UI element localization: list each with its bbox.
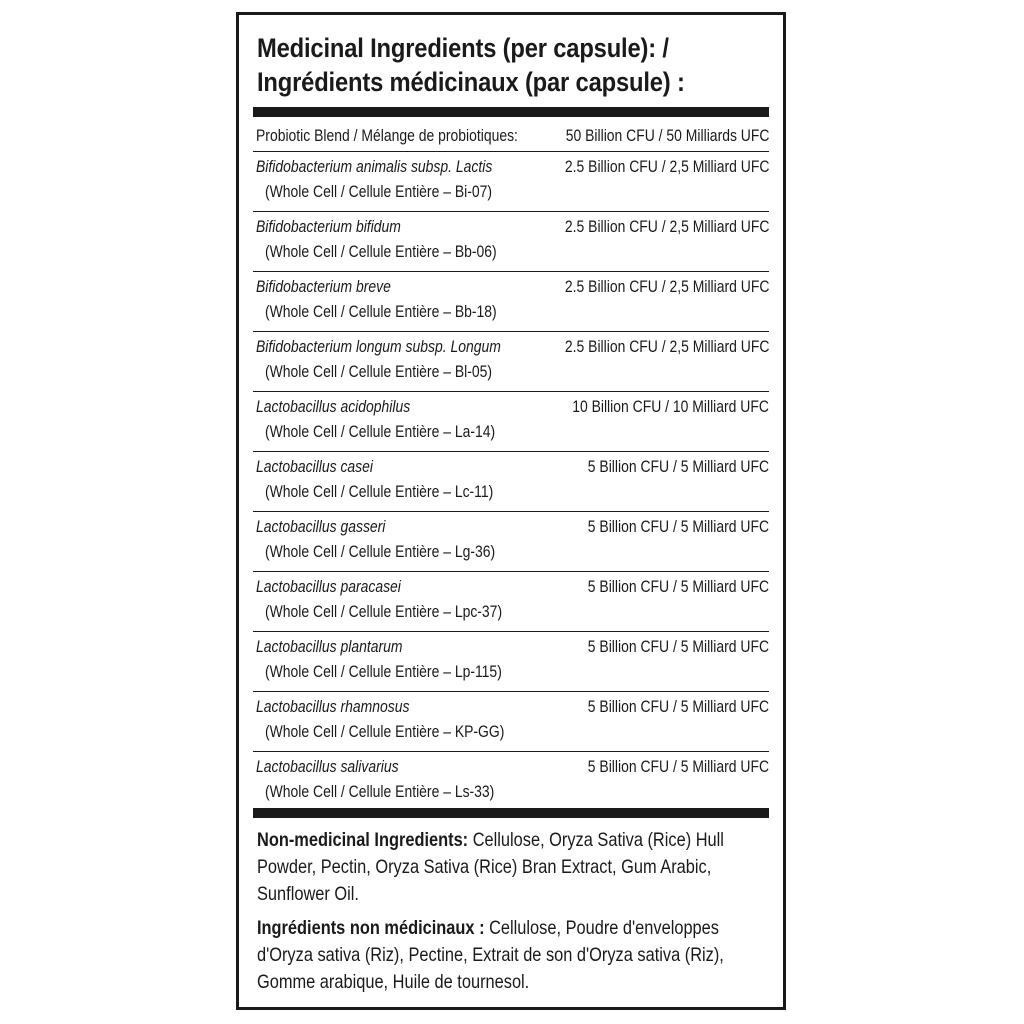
ingredient-row <box>253 512 769 572</box>
non-medicinal-en-label: Non-medicinal Ingredients: <box>257 829 469 851</box>
heading-line-fr: Ingrédients médicinaux (par capsule) : <box>257 67 685 97</box>
heading-line-en: Medicinal Ingredients (per capsule): / <box>257 33 669 63</box>
blend-label: Probiotic Blend / Mélange de probiotiques: <box>256 126 518 145</box>
bottom-divider <box>253 808 769 818</box>
ingredient-row <box>253 152 769 212</box>
non-medicinal-en <box>257 827 778 908</box>
ingredient-row <box>253 572 769 632</box>
non-medicinal-fr <box>257 915 778 996</box>
ingredient-row <box>253 752 769 812</box>
non-medicinal-fr-text: Cellulose, Poudre d'enveloppes d'Oryza sativa (Riz), Pectine, Extrait de son d'Oryza sativa (Riz), Gomme arabique, Huile de tournesol. <box>257 917 724 993</box>
ingredients-panel <box>236 12 786 1010</box>
ingredient-name: Bifidobacterium longum subsp. Longum <box>256 337 501 356</box>
ingredient-detail: (Whole Cell / Cellule Entière – Lg-36) <box>265 542 496 561</box>
ingredient-row <box>253 212 769 272</box>
ingredient-name: Lactobacillus casei <box>256 457 374 476</box>
ingredient-amount: 10 Billion CFU / 10 Milliard UFC <box>572 397 769 416</box>
ingredient-detail: (Whole Cell / Cellule Entière – Bb-18) <box>265 302 497 321</box>
ingredient-row <box>253 272 769 332</box>
ingredient-amount: 5 Billion CFU / 5 Milliard UFC <box>587 637 769 656</box>
ingredient-amount: 2.5 Billion CFU / 2,5 Milliard UFC <box>564 157 769 176</box>
ingredient-name: Bifidobacterium bifidum <box>256 217 401 236</box>
ingredient-detail: (Whole Cell / Cellule Entière – Lpc-37) <box>265 602 503 621</box>
ingredient-detail: (Whole Cell / Cellule Entière – Lp-115) <box>265 662 502 681</box>
ingredient-amount: 2.5 Billion CFU / 2,5 Milliard UFC <box>564 217 769 236</box>
ingredient-name: Lactobacillus plantarum <box>256 637 403 656</box>
ingredient-row <box>253 632 769 692</box>
ingredient-amount: 5 Billion CFU / 5 Milliard UFC <box>587 577 769 596</box>
ingredient-detail: (Whole Cell / Cellule Entière – Ls-33) <box>265 782 495 801</box>
ingredient-amount: 5 Billion CFU / 5 Milliard UFC <box>587 517 769 536</box>
non-medicinal-section <box>257 827 778 1003</box>
ingredient-row <box>253 392 769 452</box>
ingredient-name: Bifidobacterium breve <box>256 277 391 296</box>
ingredient-detail: (Whole Cell / Cellule Entière – Bb-06) <box>265 242 497 261</box>
blend-amount: 50 Billion CFU / 50 Milliards UFC <box>565 126 769 145</box>
ingredient-name: Lactobacillus salivarius <box>256 757 399 776</box>
top-divider <box>253 107 769 117</box>
ingredient-name: Lactobacillus acidophilus <box>256 397 411 416</box>
ingredient-detail: (Whole Cell / Cellule Entière – KP-GG) <box>265 722 505 741</box>
ingredient-amount: 5 Billion CFU / 5 Milliard UFC <box>587 457 769 476</box>
blend-row <box>253 123 769 152</box>
ingredient-name: Lactobacillus paracasei <box>256 577 401 596</box>
ingredient-name: Bifidobacterium animalis subsp. Lactis <box>256 157 493 176</box>
ingredient-detail: (Whole Cell / Cellule Entière – Bl-05) <box>265 362 493 381</box>
non-medicinal-en-text: Cellulose, Oryza Sativa (Rice) Hull Powder, Pectin, Oryza Sativa (Rice) Bran Extract, Gum Arabic, Sunflower Oil. <box>257 829 724 905</box>
ingredient-row <box>253 692 769 752</box>
ingredient-table <box>253 123 769 812</box>
ingredient-detail: (Whole Cell / Cellule Entière – Bi-07) <box>265 182 493 201</box>
non-medicinal-fr-label: Ingrédients non médicinaux : <box>257 917 485 939</box>
ingredient-amount: 5 Billion CFU / 5 Milliard UFC <box>587 697 769 716</box>
ingredient-row <box>253 332 769 392</box>
ingredient-amount: 5 Billion CFU / 5 Milliard UFC <box>587 757 769 776</box>
ingredient-name: Lactobacillus gasseri <box>256 517 386 536</box>
ingredient-name: Lactobacillus rhamnosus <box>256 697 410 716</box>
ingredient-detail: (Whole Cell / Cellule Entière – La-14) <box>265 422 496 441</box>
ingredient-detail: (Whole Cell / Cellule Entière – Lc-11) <box>265 482 494 501</box>
ingredient-amount: 2.5 Billion CFU / 2,5 Milliard UFC <box>564 277 769 296</box>
panel-heading <box>257 31 715 99</box>
ingredient-amount: 2.5 Billion CFU / 2,5 Milliard UFC <box>564 337 769 356</box>
ingredient-row <box>253 452 769 512</box>
